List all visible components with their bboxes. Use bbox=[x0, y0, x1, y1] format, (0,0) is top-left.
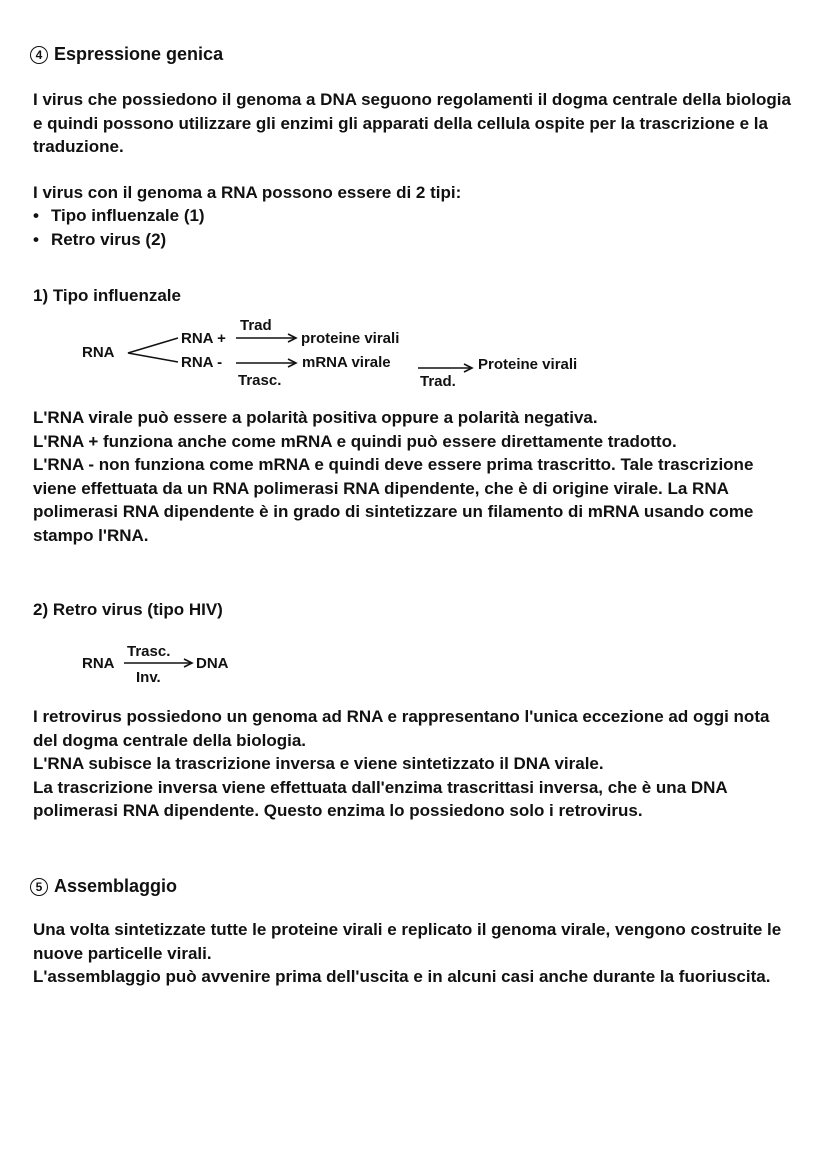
diagram-rna-minus: RNA - bbox=[181, 354, 223, 371]
section-4-heading bbox=[30, 44, 223, 65]
diagram-rna-start: RNA bbox=[82, 344, 115, 361]
diagram-dna-end: DNA bbox=[196, 655, 229, 672]
diagram-proteine-virali-2: Proteine virali bbox=[478, 356, 578, 373]
rna-virus-intro: I virus con il genoma a RNA possono essere di 2 tipi: bbox=[33, 183, 462, 202]
diagram-mrna-virale: mRNA virale bbox=[302, 354, 391, 371]
list-item: • Tipo influenzale (1) bbox=[33, 204, 205, 228]
assemblaggio-paragraph: Una volta sintetizzate tutte le proteine virali e replicato il genoma virale, vengono costruite le nuove particelle virali. L'assemblaggio può avvenire prima dell'uscita e in alcuni casi anche durante la fuoriuscita. bbox=[33, 920, 782, 986]
influenzale-diagram bbox=[0, 310, 828, 395]
arrow-label-trasc: Trasc. bbox=[238, 372, 282, 389]
diagram-rna-start: RNA bbox=[82, 655, 115, 672]
bullet-icon: • bbox=[33, 206, 39, 225]
influenzale-subheading: 1) Tipo influenzale bbox=[33, 286, 181, 305]
arrow-label-trad: Trad bbox=[240, 317, 272, 334]
arrow-label-trasc: Trasc. bbox=[127, 643, 171, 660]
section-title: Espressione genica bbox=[54, 44, 224, 64]
retro-subheading: 2) Retro virus (tipo HIV) bbox=[33, 600, 223, 619]
arrow-label-inv: Inv. bbox=[136, 669, 161, 686]
bullet-icon: • bbox=[33, 229, 39, 249]
diagram-proteine-virali: proteine virali bbox=[301, 330, 400, 347]
arrow-label-trad2: Trad. bbox=[420, 373, 456, 390]
section-title: Assemblaggio bbox=[54, 876, 178, 896]
section-number-badge: 5 bbox=[30, 878, 48, 896]
diagram-rna-plus: RNA + bbox=[181, 330, 226, 347]
dna-virus-paragraph: I virus che possiedono il genoma a DNA seguono regolamenti il dogma centrale della biologia e quindi possono utilizzare gli enzimi gli apparati della cellula ospite per la trascrizione e la traduzione. bbox=[33, 90, 791, 156]
section-number-badge: 4 bbox=[30, 46, 48, 64]
influenzale-paragraph: L'RNA virale può essere a polarità positiva oppure a polarità negativa. L'RNA + funziona anche come mRNA e quindi può essere direttamente tradotto. L'RNA - non funziona come mRNA e quindi deve essere prima trascritto. Tale trascrizione viene effettuata da un RNA polimerasi RNA dipendente, che è di origine virale. La RNA polimerasi RNA dipendente è in grado di sintetizzare un filamento di mRNA usando come stampo l'RNA. bbox=[33, 408, 754, 545]
branch-lines bbox=[128, 338, 178, 362]
retro-paragraph: I retrovirus possiedono un genoma ad RNA e rappresentano l'unica eccezione ad oggi nota del dogma centrale della biologia. L'RNA subisce la trascrizione inversa e viene sintetizzato il DNA virale. La trascrizione inversa viene effettuata dall'enzima trascrittasi inversa, che è una DNA polimerasi RNA dipendente. Questo enzima lo possiedono solo i retrovirus. bbox=[33, 707, 770, 820]
section-5-heading bbox=[30, 876, 177, 897]
retro-diagram bbox=[0, 634, 828, 689]
list-item: • Retro virus (2) bbox=[33, 228, 205, 252]
rna-virus-types-list bbox=[33, 204, 205, 251]
